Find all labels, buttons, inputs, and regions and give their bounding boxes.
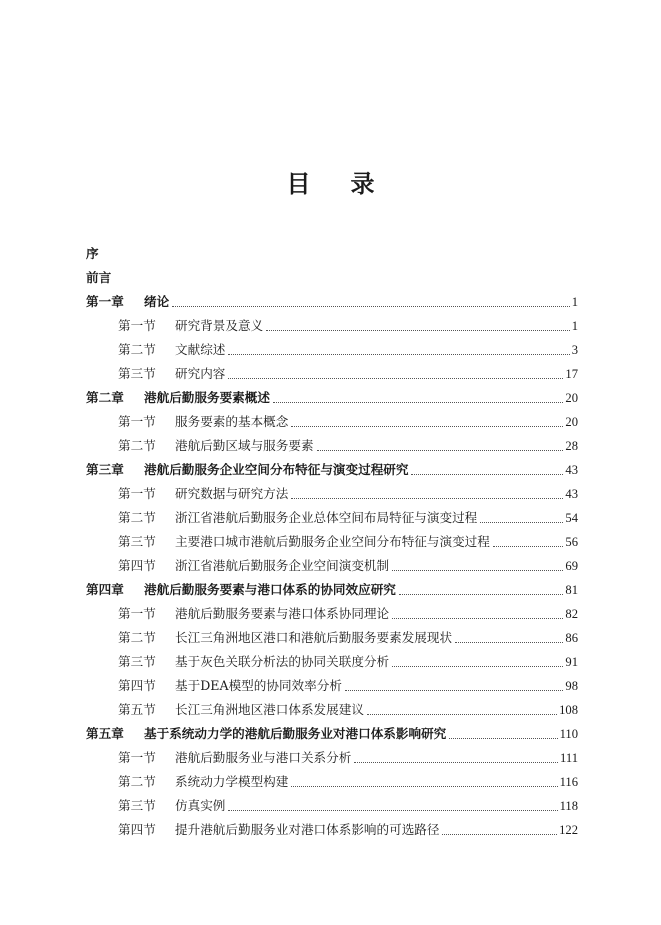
dot-leader (392, 618, 563, 619)
page-number: 20 (565, 415, 578, 429)
page-number: 28 (565, 439, 578, 453)
page-number: 110 (559, 727, 578, 741)
page-number: 1 (571, 319, 578, 333)
dot-leader (291, 426, 563, 427)
section-title: 提升港航后勤服务业对港口体系影响的可选路径 (175, 822, 440, 837)
dot-leader (449, 738, 557, 739)
toc-chapter[interactable] (86, 580, 578, 600)
section-title: 主要港口城市港航后勤服务企业空间分布特征与演变过程 (175, 534, 490, 549)
chapter-title: 绪论 (144, 294, 170, 309)
toc-section[interactable] (118, 412, 578, 432)
page-number: 56 (565, 535, 578, 549)
page-number: 116 (559, 775, 578, 789)
toc-section[interactable] (118, 628, 578, 648)
dot-leader (291, 498, 563, 499)
page-number: 118 (559, 799, 578, 813)
toc-chapter[interactable] (86, 724, 578, 744)
toc-section[interactable] (118, 436, 578, 456)
dot-leader (266, 330, 570, 331)
page-number: 91 (565, 655, 578, 669)
section-number: 第二节 (118, 342, 156, 357)
page-number: 1 (571, 295, 578, 309)
section-number: 第三节 (118, 534, 156, 549)
section-number: 第二节 (118, 774, 156, 789)
section-title: 研究背景及意义 (175, 318, 264, 333)
dot-leader (392, 666, 563, 667)
dot-leader (172, 306, 570, 307)
toc-front-preface[interactable] (86, 244, 578, 264)
page-number: 69 (565, 559, 578, 573)
section-number: 第四节 (118, 678, 156, 693)
toc-section[interactable] (118, 532, 578, 552)
toc-section[interactable] (118, 700, 578, 720)
chapter-number: 第二章 (86, 390, 124, 405)
dot-leader (493, 546, 564, 547)
toc-section[interactable] (118, 508, 578, 528)
toc-section[interactable] (118, 340, 578, 360)
dot-leader (399, 594, 564, 595)
section-number: 第二节 (118, 438, 156, 453)
dot-leader (228, 354, 569, 355)
dot-leader (480, 522, 563, 523)
page-number: 20 (565, 391, 578, 405)
section-number: 第一节 (118, 318, 156, 333)
section-title: 仿真实例 (175, 798, 226, 813)
page-number: 98 (565, 679, 578, 693)
toc-section[interactable] (118, 364, 578, 384)
page-number: 108 (559, 703, 578, 717)
section-title: 研究数据与研究方法 (175, 486, 289, 501)
section-number: 第四节 (118, 822, 156, 837)
chapter-number: 第三章 (86, 462, 124, 477)
dot-leader (411, 474, 563, 475)
page-number: 111 (560, 751, 578, 765)
page-number: 122 (559, 823, 578, 837)
dot-leader (273, 402, 563, 403)
toc-section[interactable] (118, 748, 578, 768)
toc-front-label: 前言 (86, 270, 112, 285)
toc-section[interactable] (118, 556, 578, 576)
section-title: 浙江省港航后勤服务企业总体空间布局特征与演变过程 (175, 510, 478, 525)
section-number: 第一节 (118, 606, 156, 621)
toc-section[interactable] (118, 796, 578, 816)
dot-leader (228, 810, 557, 811)
section-title: 系统动力学模型构建 (175, 774, 289, 789)
section-number: 第三节 (118, 366, 156, 381)
section-number: 第三节 (118, 798, 156, 813)
section-title: 长江三角洲地区港口体系发展建议 (175, 702, 364, 717)
chapter-number: 第五章 (86, 726, 124, 741)
section-title: 港航后勤区域与服务要素 (175, 438, 314, 453)
page-number: 3 (571, 343, 578, 357)
toc-section[interactable] (118, 772, 578, 792)
dot-leader (345, 690, 563, 691)
section-number: 第三节 (118, 654, 156, 669)
page-number: 43 (565, 487, 578, 501)
chapter-title: 港航后勤服务要素与港口体系的协同效应研究 (144, 582, 396, 597)
section-number: 第一节 (118, 414, 156, 429)
section-number: 第二节 (118, 510, 156, 525)
dot-leader (291, 786, 557, 787)
chapter-title: 港航后勤服务要素概述 (144, 390, 270, 405)
toc-section[interactable] (118, 652, 578, 672)
section-title: 基于灰色关联分析法的协同关联度分析 (175, 654, 390, 669)
section-title: 文献综述 (175, 342, 226, 357)
page-number: 54 (565, 511, 578, 525)
dot-leader (392, 570, 563, 571)
chapter-number: 第四章 (86, 582, 124, 597)
toc-front-label: 序 (86, 246, 99, 261)
dot-leader (455, 642, 563, 643)
page-number: 17 (565, 367, 578, 381)
chapter-title: 基于系统动力学的港航后勤服务业对港口体系影响研究 (144, 726, 447, 741)
section-number: 第一节 (118, 750, 156, 765)
section-number: 第一节 (118, 486, 156, 501)
toc-front-foreword[interactable] (86, 268, 578, 288)
title-char-2: 录 (350, 169, 375, 198)
section-title: 研究内容 (175, 366, 226, 381)
dot-leader (367, 714, 557, 715)
section-number: 第二节 (118, 630, 156, 645)
toc-section[interactable] (118, 604, 578, 624)
section-title: 港航后勤服务要素与港口体系协同理论 (175, 606, 390, 621)
dot-leader (317, 450, 564, 451)
section-title: 长江三角洲地区港口和港航后勤服务要素发展现状 (175, 630, 453, 645)
toc-section[interactable] (118, 820, 578, 840)
page-number: 81 (565, 583, 578, 597)
toc-chapter[interactable] (86, 388, 578, 408)
section-number: 第四节 (118, 558, 156, 573)
page-number: 86 (565, 631, 578, 645)
page-number: 43 (565, 463, 578, 477)
title-char-1: 目 (286, 169, 311, 198)
section-title: 浙江省港航后勤服务企业空间演变机制 (175, 558, 390, 573)
section-title: 港航后勤服务业与港口关系分析 (175, 750, 352, 765)
section-title: 基于DEA模型的协同效率分析 (175, 678, 342, 693)
toc-section[interactable] (118, 676, 578, 696)
toc-chapter[interactable] (86, 460, 578, 480)
section-title: 服务要素的基本概念 (175, 414, 289, 429)
toc-chapter[interactable] (86, 292, 578, 312)
toc-section[interactable] (118, 316, 578, 336)
toc-section[interactable] (118, 484, 578, 504)
chapter-number: 第一章 (86, 294, 124, 309)
dot-leader (442, 834, 557, 835)
dot-leader (354, 762, 558, 763)
page-number: 82 (565, 607, 578, 621)
section-number: 第五节 (118, 702, 156, 717)
chapter-title: 港航后勤服务企业空间分布特征与演变过程研究 (144, 462, 409, 477)
dot-leader (228, 378, 563, 379)
